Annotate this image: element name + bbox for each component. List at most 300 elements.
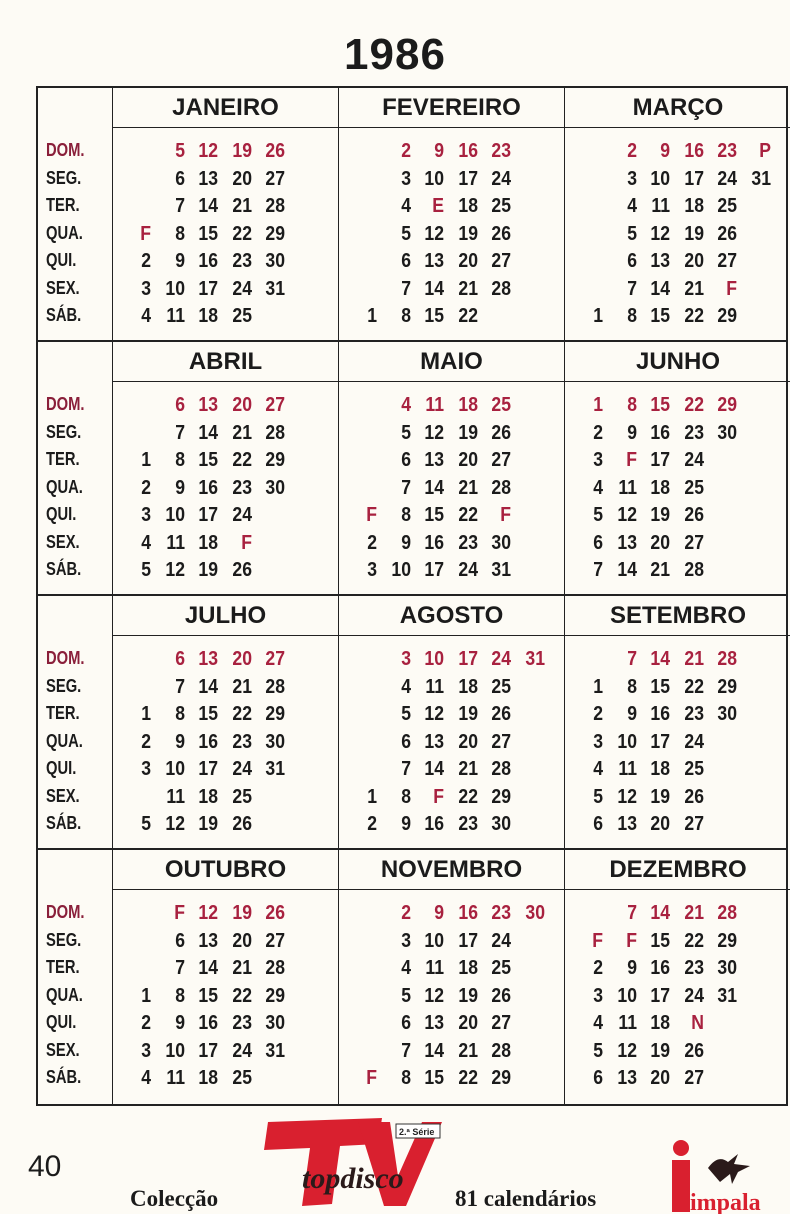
day-cell: F [625, 449, 637, 471]
day-cell: 6 [400, 449, 411, 471]
day-cell: 9 [174, 250, 185, 272]
day-cell: 21 [457, 476, 478, 499]
day-cell: 11 [165, 1067, 185, 1089]
day-cell: 29 [717, 929, 737, 952]
day-cell: 2 [593, 703, 603, 725]
day-cell: 23 [231, 250, 252, 272]
day-cell: 8 [400, 1067, 411, 1089]
day-cell: 11 [165, 305, 185, 327]
day-cell: 1 [367, 785, 377, 808]
day-cell: 20 [457, 1012, 478, 1034]
day-cell: 26 [231, 813, 252, 835]
day-cell: 2 [367, 531, 377, 554]
day-cell: 20 [650, 531, 670, 554]
weekday-label: SEX. [46, 1039, 80, 1060]
weekday-label: TER. [46, 703, 80, 723]
day-cell: 9 [174, 476, 185, 499]
day-cell: 28 [717, 648, 737, 670]
day-cell: 31 [524, 648, 545, 670]
day-cell: 7 [174, 957, 185, 979]
day-cell: F [240, 531, 252, 554]
month-block [565, 850, 790, 1104]
day-cell: 17 [650, 449, 670, 471]
day-cell: 18 [457, 675, 478, 698]
day-cell: 18 [198, 531, 218, 554]
day-cell: 13 [616, 531, 637, 554]
day-cell: 22 [231, 449, 252, 471]
day-cell: 11 [617, 1012, 637, 1034]
weekday-label: SÁB. [46, 559, 82, 579]
day-cell: 20 [650, 813, 670, 835]
day-cell: 12 [424, 421, 444, 444]
day-cell: 3 [141, 1039, 151, 1062]
day-cell: 30 [265, 730, 285, 753]
day-cell: 27 [265, 394, 285, 416]
day-cell: 21 [683, 277, 704, 300]
day-cell: F [500, 504, 511, 526]
day-cell: 25 [683, 758, 704, 780]
day-cell: 23 [491, 902, 511, 924]
weekday-label: DOM. [46, 140, 85, 160]
day-cell: 1 [593, 305, 603, 327]
day-cell: 12 [424, 703, 444, 725]
day-cell: 15 [650, 929, 670, 952]
day-cell: 23 [231, 1012, 252, 1034]
day-cell: 30 [717, 957, 737, 979]
weekday-label: QUI. [46, 758, 77, 778]
day-cell: 14 [198, 195, 218, 217]
day-cell: 15 [198, 703, 218, 725]
weekday-label: SÁB. [46, 1067, 82, 1087]
calendar-row [38, 596, 786, 850]
calendar-row [38, 342, 786, 596]
day-cell: 4 [400, 394, 411, 416]
day-cell: 9 [400, 531, 411, 554]
day-cell: 6 [400, 1012, 411, 1034]
day-cell: 16 [198, 1012, 218, 1034]
day-cell: 12 [198, 902, 218, 924]
day-cell: 15 [650, 305, 670, 327]
day-cell: 30 [717, 421, 737, 444]
day-cell: 5 [400, 703, 411, 725]
day-cell: 23 [717, 140, 737, 162]
day-cell: 31 [717, 984, 737, 1007]
day-cell: 22 [683, 675, 704, 698]
day-cell: N [690, 1012, 704, 1034]
day-cell: 15 [424, 504, 444, 526]
day-cell: 21 [231, 195, 252, 217]
day-cell: 6 [593, 531, 603, 554]
day-cell: 26 [683, 785, 704, 808]
day-cell: 9 [626, 421, 637, 444]
day-cell: 16 [424, 531, 444, 554]
day-cell: 24 [491, 167, 511, 190]
day-cell: 18 [198, 785, 218, 808]
day-cell: 10 [424, 929, 444, 952]
day-cell: 24 [683, 984, 704, 1007]
day-cell: 29 [265, 703, 285, 725]
day-cell: 27 [265, 929, 285, 952]
day-cell: 12 [198, 140, 218, 162]
day-cell: 14 [424, 1039, 444, 1062]
day-cell: 12 [616, 504, 637, 526]
day-cell: 30 [265, 476, 285, 499]
day-cell: 11 [165, 531, 185, 554]
day-cell: 25 [491, 675, 511, 698]
weekday-label: SEG. [46, 929, 82, 950]
day-cell: 15 [198, 449, 218, 471]
day-cell: 2 [593, 421, 603, 444]
day-cell: 19 [457, 222, 478, 245]
day-cell: 6 [400, 250, 411, 272]
day-cell: 18 [650, 758, 670, 780]
day-cell: E [432, 195, 444, 217]
day-cell: 26 [231, 559, 252, 581]
day-cell: 31 [265, 758, 285, 780]
day-cell: 23 [683, 421, 704, 444]
day-cell: 22 [231, 222, 252, 245]
day-cell: 13 [198, 394, 218, 416]
day-cell: 15 [198, 222, 218, 245]
day-cell: 8 [174, 222, 185, 245]
day-cell: 7 [626, 902, 637, 924]
weekday-label: QUA. [46, 730, 83, 751]
day-cell: 14 [650, 277, 670, 300]
day-cell: P [758, 140, 771, 162]
day-cell: 5 [593, 504, 603, 526]
calendar-row [38, 850, 786, 1104]
month-block [565, 596, 790, 848]
day-cell: 2 [400, 902, 411, 924]
day-cell: 13 [424, 449, 444, 471]
month-block [339, 88, 565, 340]
weekday-label: DOM. [46, 648, 85, 668]
day-cell: 27 [491, 449, 511, 471]
day-cell: 5 [626, 222, 637, 245]
day-cell: F [366, 1067, 377, 1089]
day-cell: 21 [650, 559, 670, 581]
day-cell: 1 [593, 394, 603, 416]
day-cell: 16 [198, 476, 218, 499]
day-cell: 17 [650, 984, 670, 1007]
day-cell: 17 [457, 929, 478, 952]
day-cell: 5 [141, 559, 151, 581]
day-cell: 18 [457, 394, 478, 416]
day-cell: 14 [424, 758, 444, 780]
day-cell: 12 [164, 559, 185, 581]
collection-label: Colecção [130, 1186, 219, 1211]
day-cell: 17 [424, 559, 444, 581]
day-cell: 19 [231, 140, 252, 162]
day-cell: 7 [174, 421, 185, 444]
day-cell: 8 [626, 675, 637, 698]
day-cell: 2 [141, 1012, 151, 1034]
day-cell: 4 [141, 531, 151, 554]
day-cell: 2 [141, 730, 151, 753]
weekday-column [38, 596, 113, 848]
day-cell: 1 [141, 449, 151, 471]
day-cell: 22 [231, 703, 252, 725]
day-cell: 31 [750, 167, 771, 190]
month-name: FEVEREIRO [339, 88, 564, 128]
day-cell: 19 [683, 222, 704, 245]
day-cell: 21 [231, 675, 252, 698]
day-cell: 14 [616, 559, 637, 581]
day-cell: 12 [616, 1039, 637, 1062]
day-cell: 30 [524, 902, 545, 924]
day-cell: 16 [650, 957, 670, 979]
day-cell: 16 [457, 140, 478, 162]
day-cell: 3 [593, 984, 603, 1007]
month-block [339, 850, 565, 1104]
weekday-label: QUA. [46, 476, 83, 497]
weekday-column [38, 342, 113, 594]
day-cell: 29 [491, 785, 511, 808]
weekday-label: SEG. [46, 167, 82, 188]
day-cell: 22 [231, 984, 252, 1007]
day-cell: 4 [593, 1012, 603, 1034]
day-cell: 6 [174, 394, 185, 416]
day-cell: 12 [164, 813, 185, 835]
day-cell: F [592, 929, 603, 952]
weekday-label: TER. [46, 957, 80, 977]
month-name: SETEMBRO [565, 596, 790, 636]
day-cell: 18 [650, 476, 670, 499]
day-cell: 14 [424, 476, 444, 499]
day-cell: 19 [457, 984, 478, 1007]
day-cell: 3 [400, 167, 411, 190]
day-cell: 28 [265, 675, 285, 698]
day-cell: 23 [457, 531, 478, 554]
day-cell: 20 [231, 394, 252, 416]
day-cell: 26 [491, 984, 511, 1007]
day-cell: 31 [265, 1039, 285, 1062]
day-cell: 28 [265, 195, 285, 217]
day-cell: 11 [165, 785, 185, 808]
weekday-label: QUI. [46, 504, 77, 524]
day-cell: 30 [717, 703, 737, 725]
day-cell: 8 [626, 305, 637, 327]
day-cell: F [433, 785, 444, 808]
day-cell: 3 [626, 167, 637, 190]
day-cell: 19 [457, 421, 478, 444]
day-cell: 25 [491, 195, 511, 217]
day-cell: 7 [174, 675, 185, 698]
day-cell: 27 [683, 813, 704, 835]
day-cell: 22 [683, 305, 704, 327]
top-disco-tv-logo [262, 1118, 442, 1210]
day-cell: 26 [491, 703, 511, 725]
day-cell: 18 [683, 195, 704, 217]
day-cell: 27 [683, 1067, 704, 1089]
day-cell: 7 [174, 195, 185, 217]
day-cell: 30 [491, 813, 511, 835]
day-cell: 3 [141, 758, 151, 780]
day-cell: 13 [424, 250, 444, 272]
day-cell: 24 [457, 559, 478, 581]
day-cell: 7 [400, 758, 411, 780]
day-cell: 27 [717, 250, 737, 272]
day-cell: 23 [457, 813, 478, 835]
day-cell: 28 [491, 1039, 511, 1062]
day-cell: 19 [650, 785, 670, 808]
day-cell: 25 [683, 476, 704, 499]
day-cell: 27 [683, 531, 704, 554]
day-cell: 19 [198, 813, 218, 835]
day-cell: 29 [265, 222, 285, 245]
day-cell: 24 [231, 504, 252, 526]
day-cell: 29 [717, 305, 737, 327]
weekday-label: DOM. [46, 394, 85, 414]
month-name: NOVEMBRO [339, 850, 564, 890]
weekday-label: SEG. [46, 421, 82, 442]
day-cell: 13 [616, 1067, 637, 1089]
weekday-label: SÁB. [46, 305, 82, 325]
day-cell: 7 [400, 476, 411, 499]
month-name: AGOSTO [339, 596, 564, 636]
day-cell: 13 [198, 648, 218, 670]
month-name: MARÇO [565, 88, 790, 128]
day-cell: 9 [434, 140, 444, 162]
day-cell: 10 [390, 559, 411, 581]
day-cell: 4 [141, 1067, 151, 1089]
day-cell: 22 [683, 394, 704, 416]
day-cell: 21 [231, 421, 252, 444]
day-cell: 13 [616, 813, 637, 835]
day-cell: 8 [400, 785, 411, 808]
day-cell: 26 [683, 1039, 704, 1062]
day-cell: 16 [650, 703, 670, 725]
day-cell: 26 [683, 504, 704, 526]
day-cell: 19 [198, 559, 218, 581]
day-cell: 6 [593, 813, 603, 835]
month-block [339, 342, 565, 594]
day-cell: 24 [231, 277, 252, 300]
day-cell: 1 [593, 675, 603, 698]
day-cell: 26 [491, 421, 511, 444]
day-cell: 27 [491, 250, 511, 272]
day-cell: 13 [424, 1012, 444, 1034]
day-cell: 4 [400, 957, 411, 979]
day-cell: 8 [174, 449, 185, 471]
day-cell: 8 [400, 305, 411, 327]
day-cell: 28 [717, 902, 737, 924]
day-cell: 7 [626, 277, 637, 300]
weekday-label: QUI. [46, 250, 77, 270]
weekday-column [38, 850, 113, 1104]
calendar-year: 1986 [344, 30, 446, 79]
day-cell: 17 [198, 1039, 218, 1062]
day-cell: 19 [231, 902, 252, 924]
day-cell: 30 [265, 250, 285, 272]
day-cell: 4 [400, 195, 411, 217]
day-cell: 17 [457, 648, 478, 670]
day-cell: 5 [400, 984, 411, 1007]
month-name: DEZEMBRO [565, 850, 790, 890]
day-cell: 16 [683, 140, 704, 162]
day-cell: 24 [717, 167, 737, 190]
month-name: JUNHO [565, 342, 790, 382]
logo-tv-series: 2.ª Série [399, 1127, 435, 1137]
day-cell: 1 [367, 305, 377, 327]
weekday-label: QUA. [46, 984, 83, 1005]
day-cell: 4 [141, 305, 151, 327]
day-cell: 27 [491, 1012, 511, 1034]
day-cell: 10 [616, 984, 637, 1007]
day-cell: 31 [265, 277, 285, 300]
day-cell: 2 [593, 957, 603, 979]
day-cell: 15 [424, 305, 444, 327]
day-cell: 16 [198, 250, 218, 272]
day-cell: 5 [400, 421, 411, 444]
day-cell: 10 [424, 167, 444, 190]
day-cell: 19 [650, 1039, 670, 1062]
day-cell: 23 [231, 476, 252, 499]
day-cell: 14 [650, 902, 670, 924]
day-cell: 3 [400, 929, 411, 952]
day-cell: F [726, 277, 737, 300]
weekday-label: SEX. [46, 277, 80, 298]
day-cell: 15 [650, 675, 670, 698]
day-cell: 17 [198, 758, 218, 780]
day-cell: 23 [683, 957, 704, 979]
day-cell: 6 [174, 167, 185, 190]
month-name: JULHO [113, 596, 338, 636]
day-cell: 30 [491, 531, 511, 554]
day-cell: 27 [265, 648, 285, 670]
day-cell: 5 [593, 1039, 603, 1062]
day-cell: 24 [231, 758, 252, 780]
day-cell: 6 [593, 1067, 603, 1089]
day-cell: 9 [626, 957, 637, 979]
day-cell: 19 [650, 504, 670, 526]
day-cell: 16 [198, 730, 218, 753]
day-cell: 23 [491, 140, 511, 162]
day-cell: 9 [434, 902, 444, 924]
day-cell: 2 [141, 250, 151, 272]
day-cell: 21 [457, 1039, 478, 1062]
month-block [565, 88, 790, 340]
day-cell: 2 [400, 140, 411, 162]
day-cell: 8 [400, 504, 411, 526]
month-block [565, 342, 790, 594]
day-cell: F [366, 504, 377, 526]
day-cell: 1 [141, 984, 151, 1007]
day-cell: 3 [400, 648, 411, 670]
month-block [113, 596, 339, 848]
weekday-label: SEX. [46, 531, 80, 552]
day-cell: 1 [141, 703, 151, 725]
day-cell: 28 [491, 476, 511, 499]
day-cell: 11 [425, 394, 444, 416]
day-cell: 25 [231, 1067, 252, 1089]
day-cell: 29 [265, 449, 285, 471]
day-cell: 10 [650, 167, 670, 190]
day-cell: 12 [616, 785, 637, 808]
day-cell: 14 [424, 277, 444, 300]
day-cell: 5 [400, 222, 411, 245]
day-cell: 20 [231, 929, 252, 952]
day-cell: 4 [626, 195, 637, 217]
day-cell: 7 [400, 277, 411, 300]
day-cell: 9 [400, 813, 411, 835]
day-cell: 22 [457, 504, 478, 526]
logo-tv-script: topdisco [302, 1162, 404, 1195]
day-cell: 21 [683, 902, 704, 924]
month-block [339, 596, 565, 848]
day-cell: 26 [265, 902, 285, 924]
weekday-label: SÁB. [46, 813, 82, 833]
